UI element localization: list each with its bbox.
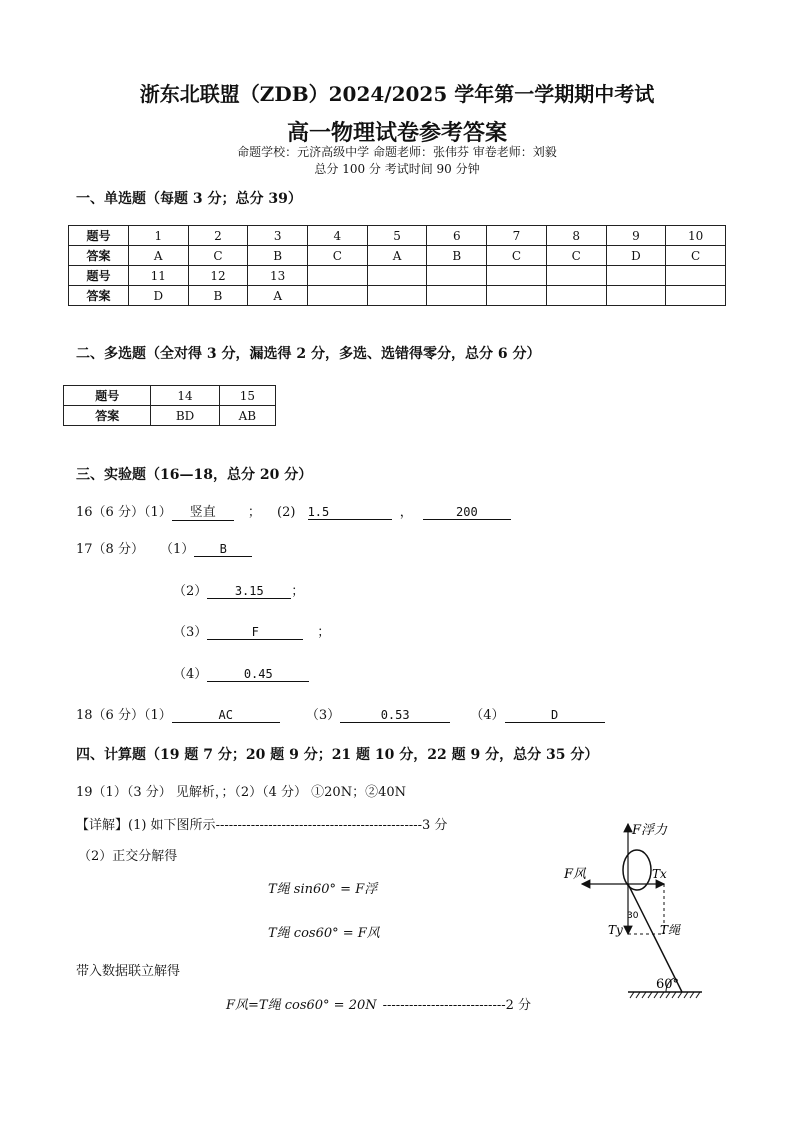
table-cell: 3 [248, 226, 308, 246]
q17-answer-4: 0.45 [207, 667, 309, 682]
substitute-text: 带入数据联立解得 [76, 964, 181, 979]
q17-label-4: （4） [173, 667, 208, 682]
table-cell: 15 [219, 386, 275, 406]
score-marker: -----------------------------------------------3 分 [215, 818, 448, 833]
table-row [64, 386, 276, 406]
table-row [69, 246, 726, 266]
table-cell: 答案 [69, 246, 129, 266]
label-wind: F风 [564, 867, 587, 882]
table-cell: 题号 [64, 386, 151, 406]
table-cell: 8 [546, 226, 606, 246]
table-cell: D [128, 286, 188, 306]
table-cell [367, 286, 427, 306]
table-cell [606, 266, 666, 286]
ground-hatch [630, 992, 700, 998]
table-cell: D [606, 246, 666, 266]
q17-part-4 [173, 663, 309, 682]
exam-subtitle: 高一物理试卷参考答案 [286, 120, 507, 146]
table-cell: 10 [666, 226, 726, 246]
separator: ， [399, 505, 413, 520]
section-3-heading: 三、实验题（16—18，总分 20 分） [76, 467, 313, 483]
table-cell: 13 [248, 266, 308, 286]
table-cell: C [546, 246, 606, 266]
q17-prefix: 17（8 分） [76, 542, 144, 557]
equation-2: T绳 cos60° = F风 [268, 926, 380, 941]
q18-label-3: （3） [305, 708, 341, 723]
table-cell: 答案 [64, 406, 151, 426]
equation-3 [226, 994, 531, 1013]
table-cell: 9 [606, 226, 666, 246]
separator: ； [247, 505, 261, 520]
label-ty: Ty [608, 923, 623, 937]
q16-answer-3: 200 [423, 505, 511, 520]
table-cell: C [308, 246, 368, 266]
table-cell: 6 [427, 226, 487, 246]
table-row [69, 266, 726, 286]
q17-answer-3: F [207, 625, 303, 640]
table-cell: B [248, 246, 308, 266]
rope-line [628, 884, 682, 992]
table-cell: C [188, 246, 248, 266]
table-cell: A [367, 246, 427, 266]
table-cell [606, 286, 666, 306]
q16-answer-2: 1.5 [308, 505, 392, 520]
table-cell: 2 [188, 226, 248, 246]
table-cell: AB [219, 406, 275, 426]
table-cell: B [188, 286, 248, 306]
label-angle-60: 60° [656, 977, 680, 992]
section-1-heading: 一、单选题（每题 3 分；总分 39） [76, 191, 302, 207]
table-row [69, 286, 726, 306]
label-angle-30: 30 [627, 911, 639, 921]
q19-answer-line: 19（1）（3 分） 见解析，；（2）（4 分） ①20N；②40N [76, 785, 406, 800]
q17-label-1: （1） [160, 542, 195, 557]
multi-choice-table [63, 385, 276, 426]
q17-answer-1: B [194, 542, 252, 557]
table-cell: 12 [188, 266, 248, 286]
table-cell: C [666, 246, 726, 266]
q17-label-2: （2） [173, 584, 208, 599]
section-4-heading: 四、计算题（19 题 7 分；20 题 9 分；21 题 10 分，22 题 9 分，总分 35 分） [76, 747, 599, 763]
equation-1: T绳 sin60° = F浮 [268, 882, 378, 897]
q17-part-3 [173, 621, 330, 640]
table-cell: BD [151, 406, 219, 426]
table-cell: B [427, 246, 487, 266]
table-cell [666, 266, 726, 286]
exam-authors: 命题学校：元济高级中学 命题老师：张伟芬 审卷老师：刘毅 [237, 145, 557, 159]
q18-label-4: （4） [470, 708, 505, 723]
table-cell: 题号 [69, 226, 129, 246]
detail-part-2: （2）正交分解得 [78, 849, 178, 864]
q18-answer-1: AC [172, 708, 280, 723]
table-cell: 14 [151, 386, 219, 406]
q16-part-2: (2) [277, 505, 296, 520]
q17-label-3: （3） [173, 625, 208, 640]
table-cell [666, 286, 726, 306]
q18-prefix: 18（6 分）（1） [76, 708, 172, 723]
q16-answer-1: 竖直 [172, 501, 234, 521]
q16-line [76, 501, 511, 521]
table-cell: 7 [487, 226, 547, 246]
table-cell: 5 [367, 226, 427, 246]
table-cell: A [128, 246, 188, 266]
table-row [69, 226, 726, 246]
equation-3-text: F风=T绳 cos60° = 20N [226, 998, 377, 1013]
q18-answer-3: 0.53 [340, 708, 450, 723]
table-cell [487, 286, 547, 306]
table-cell: C [487, 246, 547, 266]
separator: ； [291, 584, 305, 599]
table-cell: 4 [308, 226, 368, 246]
table-cell [427, 266, 487, 286]
table-cell [308, 266, 368, 286]
table-cell [308, 286, 368, 306]
table-cell: 1 [128, 226, 188, 246]
section-2-heading: 二、多选题（全对得 3 分，漏选得 2 分，多选、选错得零分，总分 6 分） [76, 346, 541, 362]
score-marker: ----------------------------2 分 [382, 998, 532, 1013]
single-choice-table [68, 225, 726, 306]
detail-text: 【详解】(1) 如下图所示 [76, 818, 216, 833]
exam-title: 浙东北联盟（ZDB）2024/2025 学年第一学期期中考试 [139, 82, 655, 106]
table-cell: 题号 [69, 266, 129, 286]
force-diagram [560, 812, 720, 1002]
separator: ； [317, 625, 331, 640]
table-cell: 11 [128, 266, 188, 286]
table-cell [427, 286, 487, 306]
label-tension: T绳 [660, 923, 681, 937]
table-cell: A [248, 286, 308, 306]
q17-part-1 [160, 538, 252, 557]
q18-answer-4: D [505, 708, 605, 723]
table-cell [546, 286, 606, 306]
table-cell [487, 266, 547, 286]
table-cell: 答案 [69, 286, 129, 306]
detail-part-1 [76, 814, 447, 833]
q16-prefix: 16（6 分）（1） [76, 505, 172, 520]
table-cell [367, 266, 427, 286]
table-cell [546, 266, 606, 286]
label-tx: Tx [652, 867, 667, 881]
table-row [64, 406, 276, 426]
q17-answer-2: 3.15 [207, 584, 291, 599]
q18-line [76, 704, 605, 723]
exam-info: 总分 100 分 考试时间 90 分钟 [314, 162, 480, 176]
label-buoyancy: F浮力 [632, 823, 668, 838]
q17-part-2 [173, 580, 304, 599]
